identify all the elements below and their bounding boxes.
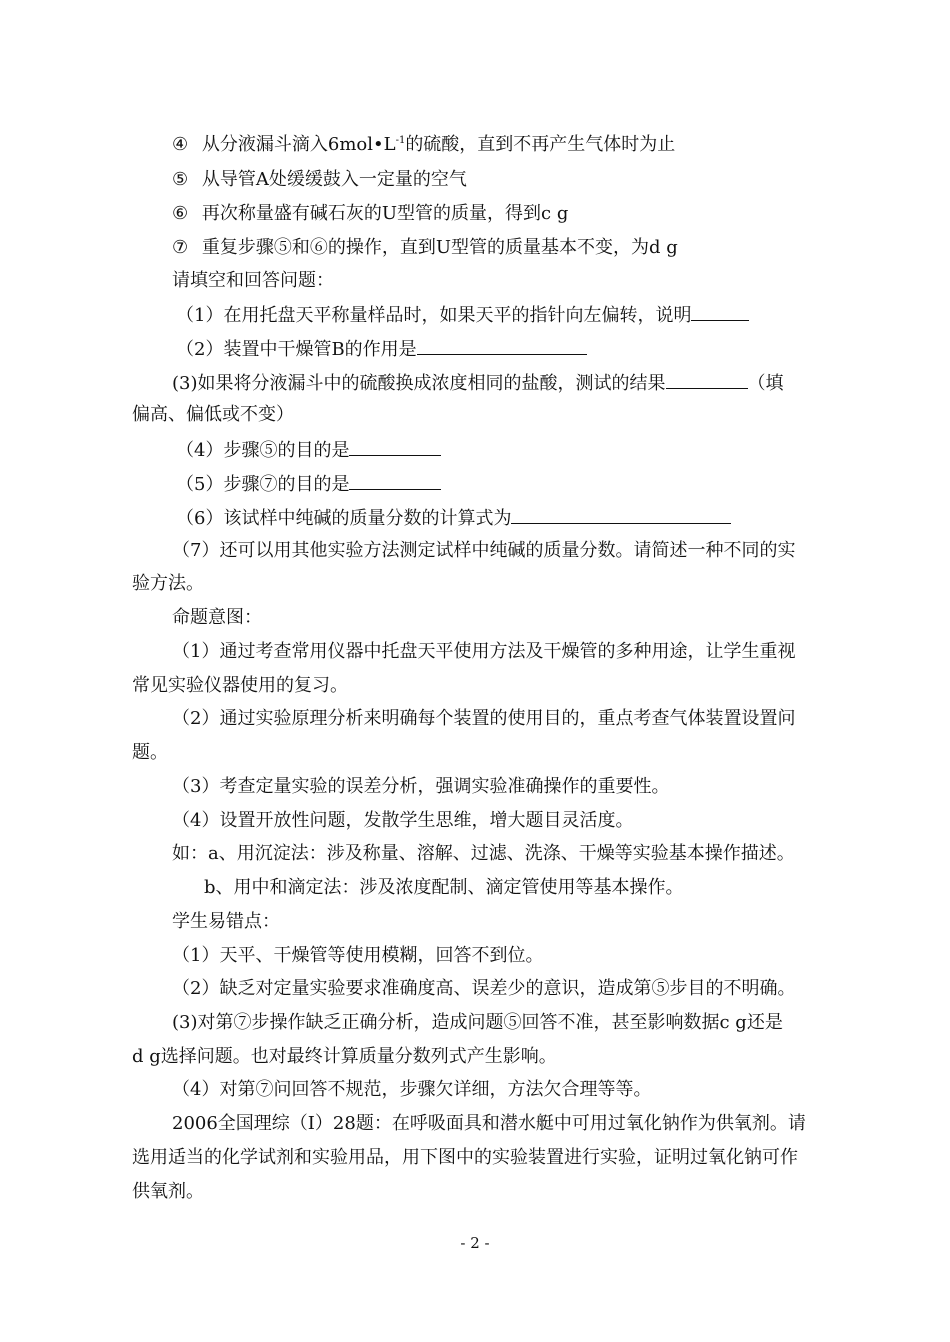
error-point-3: (3)对第⑦步操作缺乏正确分析，造成问题⑤回答不准，甚至影响数据c g还是 — [172, 1012, 783, 1033]
answer-blank[interactable] — [349, 471, 441, 490]
error-point-2: （2）缺乏对定量实验要求准确度高、误差少的意识，造成第⑤步目的不明确。 — [172, 978, 796, 999]
answer-blank[interactable] — [417, 336, 587, 355]
step-number: ④ — [172, 134, 189, 155]
question-text: (3)如果将分液漏斗中的硫酸换成浓度相同的盐酸，测试的结果 — [172, 373, 666, 394]
intent-point-2-cont: 题。 — [132, 742, 168, 763]
step-number: ⑤ — [172, 169, 189, 190]
question-6 — [176, 505, 731, 531]
question-7: （7）还可以用其他实验方法测定试样中纯碱的质量分数。请简述一种不同的实 — [172, 540, 796, 561]
error-point-1: （1）天平、干燥管等使用模糊，回答不到位。 — [172, 945, 544, 966]
step-text: 重复步骤⑤和⑥的操作，直到U型管的质量基本不变，为d g — [201, 237, 678, 258]
step-text: 再次称量盛有碱石灰的U型管的质量，得到c g — [201, 203, 569, 224]
question-text: （4）步骤⑤的目的是 — [176, 440, 350, 461]
exam-question-cont-1: 选用适当的化学试剂和实验用品，用下图中的实验装置进行实验，证明过氧化钠可作 — [132, 1147, 798, 1168]
step-text: 从分液漏斗滴入6mol•L — [201, 134, 396, 155]
intent-point-2: （2）通过实验原理分析来明确每个装置的使用目的，重点考查气体装置设置问 — [172, 708, 796, 729]
question-text: （1）在用托盘天平称量样品时，如果天平的指针向左偏转，说明 — [176, 305, 692, 326]
question-1 — [176, 302, 749, 328]
step-4 — [172, 133, 675, 157]
question-4 — [176, 437, 441, 463]
step-5 — [172, 168, 467, 192]
intent-example-b: b、用中和滴定法：涉及浓度配制、滴定管使用等基本操作。 — [204, 877, 684, 898]
question-text: （2）装置中干燥管B的作用是 — [176, 339, 417, 360]
question-7-cont: 验方法。 — [132, 573, 204, 594]
question-2 — [176, 336, 587, 362]
step-number: ⑦ — [172, 237, 189, 258]
intent-point-3: （3）考查定量实验的误差分析，强调实验准确操作的重要性。 — [172, 776, 670, 797]
intent-point-1-cont: 常见实验仪器使用的复习。 — [132, 675, 348, 696]
answer-blank[interactable] — [511, 505, 731, 524]
question-text-tail: （填 — [747, 373, 784, 394]
exam-question: 2006全国理综（I）28题：在呼吸面具和潜水艇中可用过氧化钠作为供氧剂。请 — [172, 1113, 806, 1134]
answer-blank[interactable] — [691, 302, 749, 321]
answer-blank[interactable] — [349, 437, 441, 456]
intent-point-1: （1）通过考查常用仪器中托盘天平使用方法及干燥管的多种用途，让学生重视 — [172, 641, 796, 662]
intent-heading: 命题意图： — [172, 607, 262, 628]
error-point-4: （4）对第⑦问回答不规范，步骤欠详细，方法欠合理等等。 — [172, 1079, 652, 1100]
question-3-cont: 偏高、偏低或不变） — [132, 404, 294, 425]
answer-blank[interactable] — [666, 370, 748, 389]
page-number: - 2 - — [460, 1234, 490, 1252]
step-7 — [172, 236, 678, 260]
step-number: ⑥ — [172, 203, 189, 224]
superscript: -1 — [395, 135, 406, 146]
question-text: （6）该试样中纯碱的质量分数的计算式为 — [176, 508, 512, 529]
step-text-cont: 的硫酸，直到不再产生气体时为止 — [405, 134, 676, 155]
error-point-3-cont: d g选择问题。也对最终计算质量分数列式产生影响。 — [132, 1046, 557, 1067]
question-text: （5）步骤⑦的目的是 — [176, 474, 350, 495]
exam-question-cont-2: 供氧剂。 — [132, 1181, 204, 1202]
prompt: 请填空和回答问题： — [172, 270, 334, 291]
intent-example-a: 如：a、用沉淀法：涉及称量、溶解、过滤、洗涤、干燥等实验基本操作描述。 — [172, 843, 795, 864]
errors-heading: 学生易错点： — [172, 911, 280, 932]
step-text: 从导管A处缓缓鼓入一定量的空气 — [201, 169, 467, 190]
question-3 — [172, 370, 784, 396]
intent-point-4: （4）设置开放性问题，发散学生思维，增大题目灵活度。 — [172, 810, 634, 831]
step-6 — [172, 202, 568, 226]
question-5 — [176, 471, 441, 497]
